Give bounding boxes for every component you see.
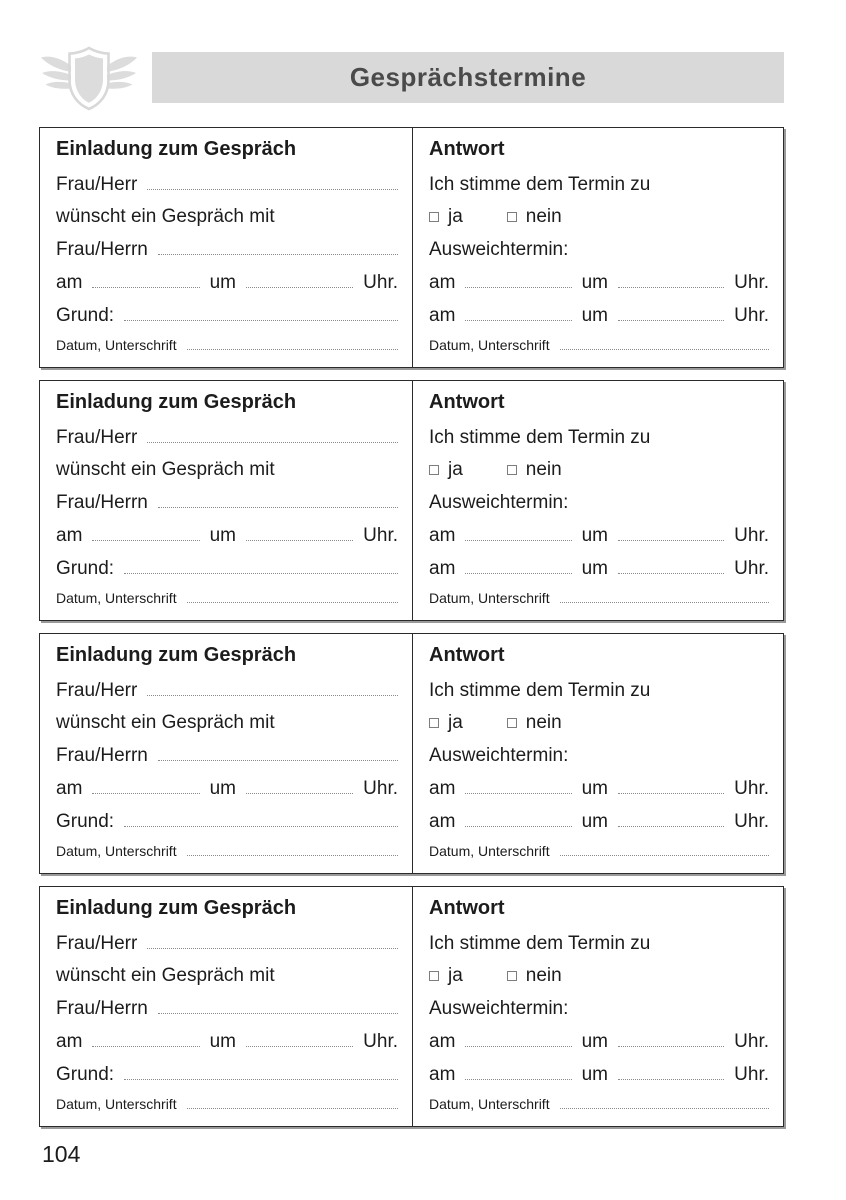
answer-title: Antwort <box>429 897 505 919</box>
date-time-row <box>56 272 398 305</box>
ja-nein-row <box>429 712 769 745</box>
date-time-row <box>56 1031 398 1064</box>
ja-label: ja <box>448 206 463 228</box>
grund-row <box>56 305 398 338</box>
nein-checkbox-icon <box>507 971 517 981</box>
alt-date-time-row-1 <box>429 1031 769 1064</box>
time-fill-line <box>246 791 353 794</box>
frau-herrn-fill-line <box>158 252 398 255</box>
um-label: um <box>581 1063 608 1085</box>
answer-column <box>413 381 783 620</box>
signature-row <box>56 1096 398 1126</box>
alternative-row: Ausweichtermin: <box>429 745 569 767</box>
frau-herr-label: Frau/Herr <box>56 932 138 954</box>
alt-date-time-row-1 <box>429 525 769 558</box>
date-fill-line <box>92 791 199 794</box>
grund-row <box>56 811 398 844</box>
frau-herr-fill-line <box>147 440 398 443</box>
time-fill-line <box>618 571 724 574</box>
um-label: um <box>209 1030 236 1052</box>
am-label: am <box>429 304 456 326</box>
date-fill-line <box>92 285 199 288</box>
invitation-title: Einladung zum Gespräch <box>56 391 297 413</box>
frau-herr-row <box>56 680 398 713</box>
alternative-row: Ausweichtermin: <box>429 998 569 1020</box>
signature-row <box>56 843 398 873</box>
form-blocks <box>39 127 784 1139</box>
invitation-column <box>40 887 413 1126</box>
frau-herrn-label: Frau/Herrn <box>56 745 148 767</box>
um-label: um <box>581 1030 608 1052</box>
uhr-label: Uhr. <box>734 1030 770 1052</box>
alt-date-time-row-2 <box>429 305 769 338</box>
am-label: am <box>429 1030 456 1052</box>
grund-label: Grund: <box>56 304 115 326</box>
date-fill-line <box>465 318 571 321</box>
um-label: um <box>581 810 608 832</box>
time-fill-line <box>618 285 724 288</box>
um-label: um <box>581 524 608 546</box>
time-fill-line <box>618 538 724 541</box>
frau-herr-row <box>56 174 398 207</box>
alt-date-time-row-2 <box>429 1064 769 1097</box>
um-label: um <box>581 777 608 799</box>
answer-column <box>413 634 783 873</box>
frau-herrn-row <box>56 492 398 525</box>
agree-row: Ich stimme dem Termin zu <box>429 932 651 954</box>
appointment-form-block <box>39 886 784 1127</box>
signature-label: Datum, Unterschrift <box>429 337 550 354</box>
signature-row <box>429 843 769 873</box>
page-title: Gesprächstermine <box>349 62 587 92</box>
ja-nein-row <box>429 206 769 239</box>
am-label: am <box>429 524 456 546</box>
time-fill-line <box>618 318 724 321</box>
alt-date-time-row-1 <box>429 778 769 811</box>
am-label: am <box>56 524 83 546</box>
wish-row: wünscht ein Gespräch mit <box>56 206 275 228</box>
ja-option <box>429 712 463 734</box>
signature-fill-line <box>187 853 398 856</box>
grund-fill-line <box>124 1077 398 1080</box>
header-bar <box>152 52 784 103</box>
time-fill-line <box>246 1044 353 1047</box>
appointment-form-block <box>39 380 784 621</box>
date-fill-line <box>465 1044 571 1047</box>
date-fill-line <box>465 571 571 574</box>
nein-option <box>507 206 562 228</box>
ja-option <box>429 459 463 481</box>
agree-row: Ich stimme dem Termin zu <box>429 173 651 195</box>
frau-herr-fill-line <box>147 187 398 190</box>
agree-row: Ich stimme dem Termin zu <box>429 426 651 448</box>
ja-option <box>429 965 463 987</box>
signature-label: Datum, Unterschrift <box>429 590 550 607</box>
nein-checkbox-icon <box>507 718 517 728</box>
um-label: um <box>581 557 608 579</box>
nein-checkbox-icon <box>507 212 517 222</box>
am-label: am <box>429 1063 456 1085</box>
frau-herr-label: Frau/Herr <box>56 426 138 448</box>
signature-label: Datum, Unterschrift <box>56 1096 177 1113</box>
page-number: 104 <box>42 1141 81 1167</box>
invitation-title: Einladung zum Gespräch <box>56 644 297 666</box>
frau-herrn-row <box>56 745 398 778</box>
nein-label: nein <box>525 965 562 987</box>
alternative-row: Ausweichtermin: <box>429 239 569 261</box>
signature-fill-line <box>187 347 398 350</box>
grund-fill-line <box>124 824 398 827</box>
um-label: um <box>209 271 236 293</box>
nein-option <box>507 459 562 481</box>
date-time-row <box>56 778 398 811</box>
am-label: am <box>429 557 456 579</box>
nein-label: nein <box>525 712 562 734</box>
alt-date-time-row-1 <box>429 272 769 305</box>
invitation-title: Einladung zum Gespräch <box>56 138 297 160</box>
signature-row <box>429 337 769 367</box>
signature-row <box>56 337 398 367</box>
date-time-row <box>56 525 398 558</box>
time-fill-line <box>618 1044 724 1047</box>
nein-option <box>507 712 562 734</box>
am-label: am <box>429 271 456 293</box>
date-fill-line <box>465 285 571 288</box>
winged-shield-logo <box>40 42 138 114</box>
nein-label: nein <box>525 459 562 481</box>
agree-row: Ich stimme dem Termin zu <box>429 679 651 701</box>
appointment-form-block <box>39 127 784 368</box>
time-fill-line <box>618 791 724 794</box>
ja-label: ja <box>448 965 463 987</box>
um-label: um <box>581 271 608 293</box>
time-fill-line <box>618 1077 724 1080</box>
signature-row <box>429 1096 769 1126</box>
uhr-label: Uhr. <box>734 777 770 799</box>
time-fill-line <box>246 285 353 288</box>
uhr-label: Uhr. <box>734 271 770 293</box>
signature-fill-line <box>560 600 769 603</box>
signature-label: Datum, Unterschrift <box>56 843 177 860</box>
alternative-row: Ausweichtermin: <box>429 492 569 514</box>
frau-herr-row <box>56 933 398 966</box>
nein-option <box>507 965 562 987</box>
frau-herrn-fill-line <box>158 758 398 761</box>
alt-date-time-row-2 <box>429 811 769 844</box>
uhr-label: Uhr. <box>363 777 399 799</box>
frau-herr-label: Frau/Herr <box>56 173 138 195</box>
uhr-label: Uhr. <box>734 304 770 326</box>
nein-checkbox-icon <box>507 465 517 475</box>
grund-fill-line <box>124 571 398 574</box>
grund-label: Grund: <box>56 557 115 579</box>
signature-fill-line <box>560 853 769 856</box>
uhr-label: Uhr. <box>734 557 770 579</box>
wish-row: wünscht ein Gespräch mit <box>56 965 275 987</box>
um-label: um <box>581 304 608 326</box>
invitation-title: Einladung zum Gespräch <box>56 897 297 919</box>
uhr-label: Uhr. <box>363 271 399 293</box>
uhr-label: Uhr. <box>734 810 770 832</box>
frau-herrn-fill-line <box>158 505 398 508</box>
uhr-label: Uhr. <box>734 1063 770 1085</box>
frau-herrn-row <box>56 239 398 272</box>
invitation-column <box>40 381 413 620</box>
winged-shield-icon <box>40 42 138 114</box>
ja-checkbox-icon <box>429 465 439 475</box>
signature-row <box>56 590 398 620</box>
date-fill-line <box>92 1044 199 1047</box>
grund-row <box>56 558 398 591</box>
signature-label: Datum, Unterschrift <box>429 843 550 860</box>
date-fill-line <box>465 538 571 541</box>
date-fill-line <box>465 1077 571 1080</box>
frau-herr-fill-line <box>147 946 398 949</box>
nein-label: nein <box>525 206 562 228</box>
answer-title: Antwort <box>429 644 505 666</box>
frau-herr-label: Frau/Herr <box>56 679 138 701</box>
grund-fill-line <box>124 318 398 321</box>
uhr-label: Uhr. <box>734 524 770 546</box>
frau-herrn-label: Frau/Herrn <box>56 492 148 514</box>
frau-herrn-label: Frau/Herrn <box>56 239 148 261</box>
grund-label: Grund: <box>56 810 115 832</box>
appointment-form-block <box>39 633 784 874</box>
signature-label: Datum, Unterschrift <box>56 590 177 607</box>
frau-herrn-row <box>56 998 398 1031</box>
invitation-column <box>40 634 413 873</box>
ja-label: ja <box>448 712 463 734</box>
frau-herrn-label: Frau/Herrn <box>56 998 148 1020</box>
signature-fill-line <box>560 347 769 350</box>
date-fill-line <box>465 824 571 827</box>
am-label: am <box>56 1030 83 1052</box>
wish-row: wünscht ein Gespräch mit <box>56 459 275 481</box>
wish-row: wünscht ein Gespräch mit <box>56 712 275 734</box>
ja-checkbox-icon <box>429 971 439 981</box>
time-fill-line <box>246 538 353 541</box>
ja-nein-row <box>429 459 769 492</box>
answer-title: Antwort <box>429 138 505 160</box>
ja-option <box>429 206 463 228</box>
frau-herr-row <box>56 427 398 460</box>
am-label: am <box>429 810 456 832</box>
date-fill-line <box>92 538 199 541</box>
uhr-label: Uhr. <box>363 524 399 546</box>
invitation-column <box>40 128 413 367</box>
answer-title: Antwort <box>429 391 505 413</box>
frau-herr-fill-line <box>147 693 398 696</box>
answer-column <box>413 128 783 367</box>
ja-checkbox-icon <box>429 212 439 222</box>
alt-date-time-row-2 <box>429 558 769 591</box>
signature-fill-line <box>560 1106 769 1109</box>
uhr-label: Uhr. <box>363 1030 399 1052</box>
um-label: um <box>209 524 236 546</box>
ja-nein-row <box>429 965 769 998</box>
um-label: um <box>209 777 236 799</box>
signature-row <box>429 590 769 620</box>
signature-fill-line <box>187 600 398 603</box>
signature-fill-line <box>187 1106 398 1109</box>
answer-column <box>413 887 783 1126</box>
time-fill-line <box>618 824 724 827</box>
am-label: am <box>429 777 456 799</box>
ja-label: ja <box>448 459 463 481</box>
grund-label: Grund: <box>56 1063 115 1085</box>
signature-label: Datum, Unterschrift <box>56 337 177 354</box>
frau-herrn-fill-line <box>158 1011 398 1014</box>
ja-checkbox-icon <box>429 718 439 728</box>
am-label: am <box>56 777 83 799</box>
date-fill-line <box>465 791 571 794</box>
signature-label: Datum, Unterschrift <box>429 1096 550 1113</box>
grund-row <box>56 1064 398 1097</box>
am-label: am <box>56 271 83 293</box>
